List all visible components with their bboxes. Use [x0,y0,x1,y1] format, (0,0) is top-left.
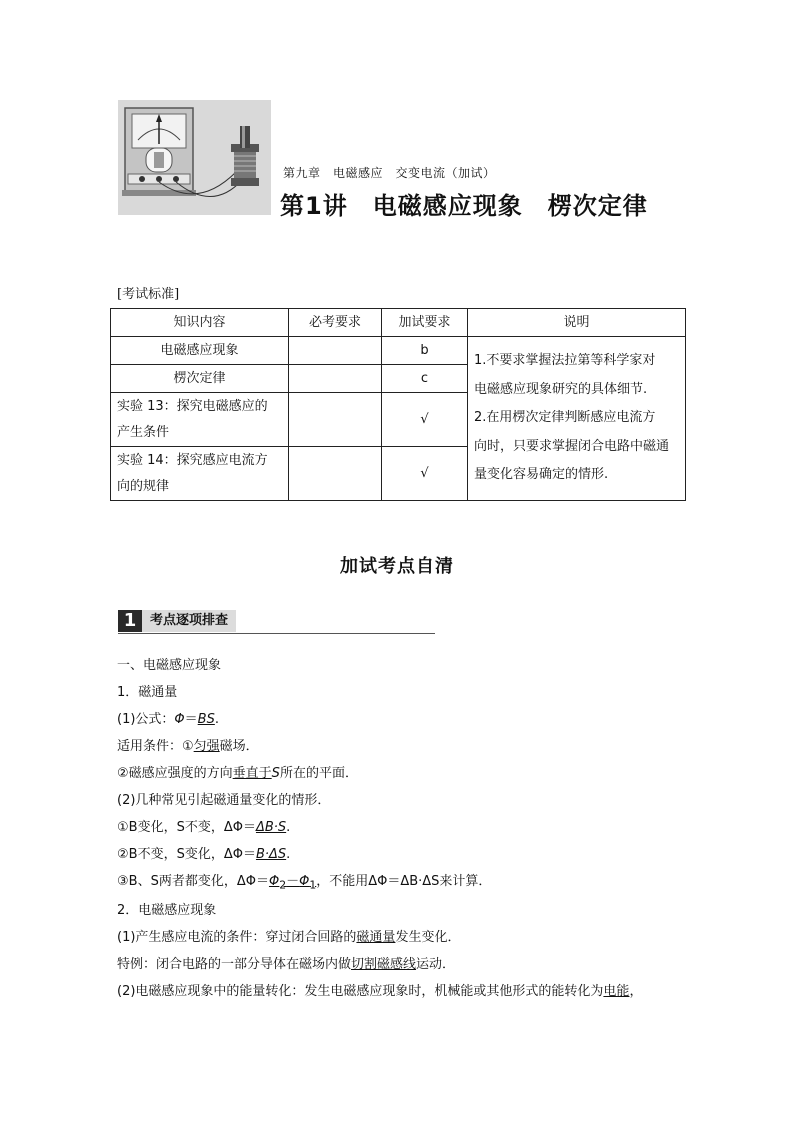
required-cell [289,393,382,447]
text: 所在的平面． [279,766,358,781]
energy-line [117,983,642,1001]
text: . [286,820,291,835]
required-cell [289,447,382,501]
topic-line: 向的规律 [117,478,170,494]
column-header: 知识内容 [111,309,289,337]
text: ＝ [184,712,198,727]
answer-blank: B·ΔS [255,847,287,862]
topic-line: 产生条件 [117,424,170,440]
subscript: 2 [279,878,287,892]
divider [118,633,435,634]
topic-cell [111,447,289,501]
formula-line [117,711,219,729]
text: ，不能用ΔΦ＝ΔB·ΔS来计算． [316,874,492,889]
subheading-magnetic-flux: 1．磁通量 [117,685,178,700]
text: ②磁感应强度的方向 [117,766,233,781]
text: 特例：闭合电路的一部分导体在磁场内做 [117,957,352,972]
advanced-cell: √ [382,393,468,447]
s-symbol: S [271,766,280,781]
note-line: 电磁感应现象研究的具体细节. [474,381,648,397]
section-title: 加试考点自清 [340,556,454,577]
heading-electromagnetic-induction: 一、电磁感应现象 [117,658,222,673]
topic-line: 实验 14：探究感应电流方 [117,452,268,468]
text: 运动． [416,957,456,972]
answer-blank: 切割磁感线 [351,957,417,972]
phi-symbol: Φ [299,874,310,889]
note-line: 量变化容易确定的情形. [474,467,609,482]
current-condition-line [117,929,460,947]
chapter-label: 第九章 电磁感应 交变电流（加试） [283,166,496,180]
text: 适用条件：① [117,739,194,754]
phi-symbol: Φ [174,712,185,727]
topic-cell: 电磁感应现象 [111,337,289,365]
advanced-cell: b [382,337,468,365]
column-header: 说明 [468,309,686,337]
text: . [214,712,219,727]
special-case-line [117,956,455,974]
galvanometer-coil-illustration [118,100,271,215]
text: (1)产生感应电流的条件：穿过闭合回路的 [117,930,357,945]
table-row [111,337,686,365]
cases-title: (2)几种常见引起磁通量变化的情形． [117,793,331,808]
badge-label: 考点逐项排查 [142,610,236,632]
topic-cell [111,393,289,447]
text: (2)电磁感应现象中的能量转化：发生电磁感应现象时，机械能或其他形式的能转化为 [117,984,604,999]
text: ③B、S两者都变化，ΔΦ＝ [117,874,269,889]
case-line [117,846,290,864]
answer-blank [268,874,317,892]
answer-blank: 磁通量 [356,930,396,945]
topic-cell: 楞次定律 [111,365,289,393]
text: . [286,847,291,862]
answer-blank: BS [197,712,215,727]
answer-blank: ΔB·S [255,820,287,835]
advanced-cell: c [382,365,468,393]
table-header-row [111,309,686,337]
subscript: 1 [309,878,317,892]
exam-standard-table [110,308,686,501]
text: 磁场． [219,739,259,754]
notes-cell [468,337,686,501]
column-header: 加试要求 [382,309,468,337]
text: (1)公式： [117,712,175,727]
case-line [117,819,290,837]
required-cell [289,365,382,393]
condition-line [117,738,259,756]
required-cell [289,337,382,365]
answer-blank: 电能 [603,984,630,999]
case-line [117,873,491,895]
answer-blank: 垂直于 [232,766,272,781]
text: 发生变化． [395,930,461,945]
column-header: 必考要求 [289,309,382,337]
answer-blank: 匀强 [193,739,220,754]
lesson-title: 第1讲 电磁感应现象 楞次定律 [280,192,648,220]
direction-line [117,765,358,783]
topic-line: 实验 13：探究电磁感应的 [117,398,268,414]
text: － [286,874,300,889]
note-line: 2.在用楞次定律判断感应电流方 [474,410,656,425]
text: ①B变化，S不变，ΔΦ＝ [117,820,256,835]
note-line: 1.不要求掌握法拉第等科学家对 [474,353,656,368]
text: ， [629,984,643,999]
badge-number: 1 [118,610,142,632]
text: ②B不变，S变化，ΔΦ＝ [117,847,256,862]
advanced-cell: √ [382,447,468,501]
subheading-induction-phenomenon: 2．电磁感应现象 [117,903,217,918]
note-line: 向时，只要求掌握闭合电路中磁通 [474,438,670,454]
phi-symbol: Φ [268,874,280,889]
exam-standard-caption: [考试标准] [117,287,180,302]
